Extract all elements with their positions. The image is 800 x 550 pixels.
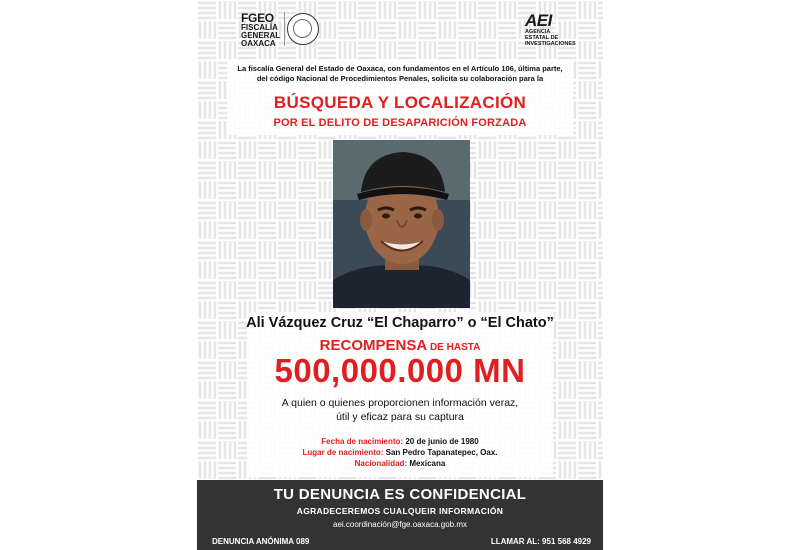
nationality-label: Nacionalidad: (354, 459, 408, 468)
birthplace-value: San Pedro Tapanatepec, Oax. (383, 448, 498, 457)
aei-logo-line2: ESTATAL DE (525, 35, 559, 41)
reward-conditions-line2: útil y eficaz para su captura (336, 411, 464, 423)
suspect-name: Ali Vázquez Cruz “El Chaparro” o “El Chato” (246, 315, 554, 331)
fge-logo-line2: GENERAL (241, 31, 281, 40)
intro-text: La fiscalía General del Estado de Oaxaca, con fundamentos en el Artículo 106, última parte, del código Nacional de Procedimientos Penales, solicita su colaboración para la (237, 64, 563, 83)
suspect-portrait-image (333, 140, 470, 308)
footer-banner (197, 480, 603, 550)
reward-conditions (237, 396, 563, 424)
aei-logo (525, 12, 575, 47)
nationality-value: Mexicana (407, 459, 446, 468)
reward-label-suffix: DE HASTA (427, 342, 481, 353)
reward-label: RECOMPENSA (319, 337, 428, 354)
aei-logo-line3: INVESTIGACIONES (525, 41, 576, 47)
phone-number[interactable]: LLAMAR AL: 951 568 4929 (490, 537, 591, 546)
anonymous-report-number: DENUNCIA ANÓNIMA 089 (212, 537, 310, 546)
fge-logo-line1: FISCALÍA (241, 23, 278, 32)
fge-logo-mark: FGEO (241, 11, 274, 25)
state-seal-icon (287, 13, 319, 45)
birthplace-label: Lugar de nacimiento: (302, 448, 384, 457)
footer-title: TU DENUNCIA ES CONFIDENCIAL (273, 486, 527, 503)
nationality-row (197, 458, 603, 469)
suspect-details (197, 436, 603, 469)
footer-subtitle: AGRADECEREMOS CUALQUEIR INFORMACIÓN (296, 506, 504, 516)
fge-logo-line3: OAXACA (241, 39, 276, 48)
birthdate-row (197, 436, 603, 447)
contact-email[interactable]: aei.coordinación@fge.oaxaca.gob.mx (333, 520, 467, 529)
birthplace-row (197, 447, 603, 458)
reward-conditions-line1: A quien o quienes proporcionen información veraz, (281, 397, 519, 409)
birthdate-label: Fecha de nacimiento: (321, 437, 404, 446)
birthdate-value: 20 de junio de 1980 (403, 437, 479, 446)
aei-logo-mark: AEI (525, 11, 552, 30)
logo-divider (284, 12, 285, 46)
suspect-photo (333, 140, 470, 308)
fge-oaxaca-logo (241, 12, 283, 48)
poster-subtitle: POR EL DELITO DE DESAPARICIÓN FORZADA (273, 117, 527, 129)
aei-logo-line1: AGENCIA (525, 29, 551, 35)
poster-title: BÚSQUEDA Y LOCALIZACIÓN (273, 93, 527, 112)
wanted-poster (197, 0, 603, 550)
reward-amount: 500,000.000 MN (274, 352, 526, 389)
seal-inner-ring (293, 19, 312, 38)
